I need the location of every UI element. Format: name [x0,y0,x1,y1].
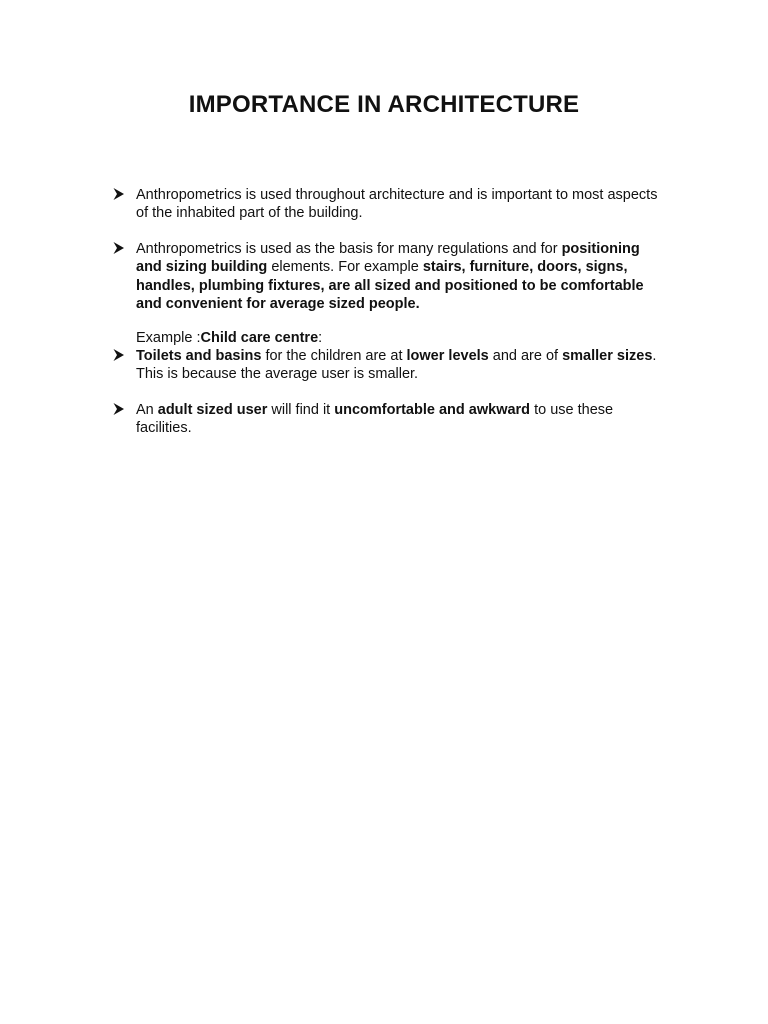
text-run: elements. For example [267,259,423,276]
bold-text-run: smaller sizes [562,348,653,364]
bullet-line [136,347,684,365]
bold-text-run: lower levels [406,348,489,364]
arrowhead-bullet-icon [113,241,125,255]
bullet-line: of the inhabited part of the building. [136,205,363,222]
text-run: to use these [530,402,614,418]
text-run: An [136,402,158,418]
text-run: . [652,348,657,364]
bullet-line: Anthropometrics is used throughout architecture and is important to most aspects [136,187,658,203]
bold-text-run: uncomfortable and awkward [334,402,531,418]
bullet-line [136,295,684,313]
bullet-line [136,277,684,295]
bold-text-run: handles, plumbing fixtures, are all sized and positioned to be comfortable [136,277,644,294]
bullet-text [136,401,684,438]
text-run: Example : [136,330,201,346]
bold-text-run: positioning [561,241,640,257]
bullet-text [136,347,684,384]
bold-text-run: stairs, furniture, doors, signs, [422,259,628,276]
arrowhead-bullet-icon [113,348,125,362]
text-run: : [318,330,323,346]
text-run: Anthropometrics is used as the basis for many regulations and for [136,241,562,257]
bold-text-run: adult sized user [157,402,268,418]
bullet-line [136,401,684,419]
arrowhead-bullet-icon [113,402,125,416]
bullet-text [136,240,684,313]
example-line [136,329,676,347]
bold-text-run: Child care centre [200,330,319,346]
bullet-line: facilities. [136,420,192,437]
bold-text-run: and convenient for average sized people. [136,295,420,312]
bold-text-run: Toilets and basins [136,348,262,364]
arrowhead-bullet-icon [113,187,125,201]
bullet-line [136,240,684,258]
bullet-text [136,186,684,223]
text-run: and are of [488,348,563,364]
text-run: for the children are at [261,348,407,364]
bold-text-run: and sizing building [136,259,268,276]
bullet-line: This is because the average user is smaller. [136,366,419,383]
page-title: IMPORTANCE IN ARCHITECTURE [188,91,580,118]
text-run: will find it [267,402,335,418]
bullet-line [136,258,684,276]
